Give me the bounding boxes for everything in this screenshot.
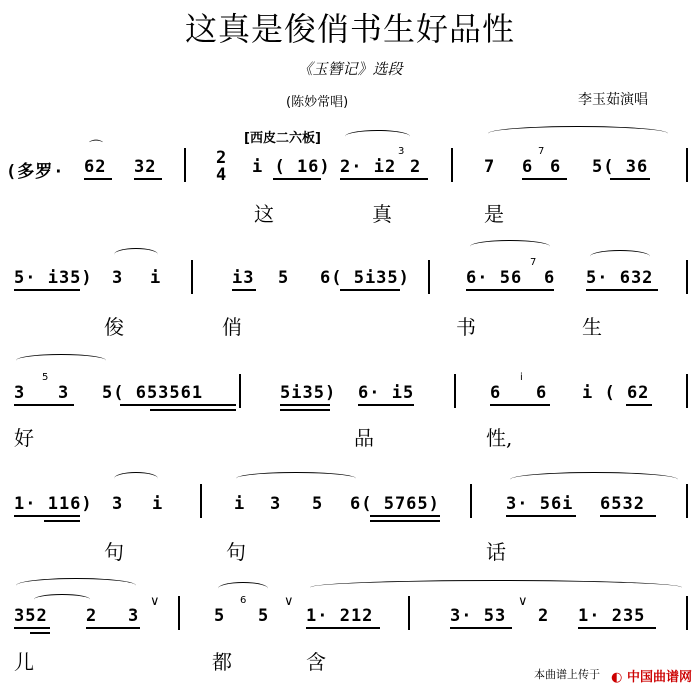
- underline: [490, 404, 550, 406]
- underline: [86, 627, 140, 629]
- upload-note: 本曲谱上传于: [534, 668, 600, 681]
- lyric: 书: [456, 315, 476, 339]
- lyric: 真: [372, 202, 392, 226]
- note-group: 3· 53: [450, 606, 507, 626]
- lyric: 句: [226, 540, 246, 564]
- barline: [200, 484, 202, 518]
- underline: [450, 627, 512, 629]
- slur: [114, 248, 158, 261]
- underline: [340, 289, 400, 291]
- underline: [626, 404, 652, 406]
- note-group: 6: [550, 157, 562, 177]
- barline: [686, 374, 688, 408]
- barline: [178, 596, 180, 630]
- underline: [280, 404, 330, 406]
- ornament: i: [520, 372, 523, 383]
- note-group: 6: [536, 383, 548, 403]
- note-group: 5i35): [280, 383, 337, 403]
- ornament: 5: [42, 372, 49, 383]
- underline: [340, 178, 428, 180]
- underline: [120, 404, 236, 406]
- slur: [34, 594, 90, 605]
- note-group: i: [150, 268, 162, 288]
- note-group: i ( 16): [252, 157, 331, 177]
- slur: [16, 354, 106, 367]
- site-logo[interactable]: [611, 666, 692, 685]
- fermata-mark: ⌒: [89, 140, 103, 156]
- slur: [345, 130, 410, 143]
- underline: [522, 178, 567, 180]
- note-group: 3: [128, 606, 140, 626]
- note-group: 6· 56: [466, 268, 523, 288]
- underline: [506, 515, 576, 517]
- page-subtitle: 《玉簪记》选段: [297, 60, 403, 78]
- barline: [686, 484, 688, 518]
- slur: [590, 250, 650, 263]
- note-group: 3: [112, 268, 124, 288]
- note-group: 3: [270, 494, 282, 514]
- note-group: 6· i5: [358, 383, 415, 403]
- underline: [578, 627, 656, 629]
- note-group: 5· 632: [586, 268, 654, 288]
- breath-mark: ∨: [518, 594, 528, 609]
- underline: [600, 515, 656, 517]
- note-group: 1· 235: [578, 606, 646, 626]
- breath-mark: ∨: [150, 594, 160, 609]
- page-title: 这真是俊俏书生好品性: [184, 10, 515, 48]
- underline: [44, 520, 80, 522]
- note-group: 1· 116): [14, 494, 93, 514]
- note-group: 5· i35): [14, 268, 93, 288]
- underline: [84, 178, 112, 180]
- lyric: 性,: [486, 426, 513, 450]
- note-group: 62: [84, 157, 107, 177]
- slur: [114, 472, 158, 485]
- note-group: 3: [58, 383, 70, 403]
- underline: [150, 409, 236, 411]
- barline: [686, 596, 688, 630]
- underline: [14, 404, 74, 406]
- lyric: 是: [484, 202, 504, 226]
- breath-mark: ∨: [284, 594, 294, 609]
- slur: [236, 472, 356, 485]
- underline: [14, 515, 80, 517]
- slur: [218, 582, 268, 595]
- note-group: i ( 62: [582, 383, 650, 403]
- ornament: 7: [538, 146, 545, 157]
- underline: [306, 627, 380, 629]
- note-group: 6( 5i35): [320, 268, 410, 288]
- ornament: 3: [398, 146, 405, 157]
- time-signature-top: 2: [216, 148, 228, 168]
- note-group: 6: [522, 157, 534, 177]
- note-group: i: [234, 494, 246, 514]
- note-group: 6: [490, 383, 502, 403]
- lyric: 含: [306, 650, 326, 674]
- lyric: 俏: [222, 315, 242, 339]
- lyric: 话: [486, 540, 506, 564]
- slur: [310, 580, 682, 595]
- lyric: 句: [104, 540, 124, 564]
- note-group: 32: [134, 157, 157, 177]
- underline: [14, 289, 80, 291]
- underline: [134, 178, 162, 180]
- underline: [273, 178, 321, 180]
- slur: [470, 240, 550, 253]
- slur: [510, 472, 678, 487]
- note-group: 5: [214, 606, 226, 626]
- note-group: 1· 212: [306, 606, 374, 626]
- lyric: 好: [14, 426, 34, 450]
- note-group: 6: [544, 268, 556, 288]
- underline: [370, 520, 440, 522]
- singer-credit: 李玉茹演唱: [578, 92, 648, 108]
- lyric: 品: [354, 426, 374, 450]
- slur: [16, 578, 136, 593]
- note-group: i: [152, 494, 164, 514]
- site-name: 中国曲谱网: [626, 670, 692, 685]
- ornament: 6: [240, 595, 247, 606]
- note-group: 2· i2: [340, 157, 397, 177]
- underline: [370, 515, 440, 517]
- underline: [280, 409, 330, 411]
- note-group: i3: [232, 268, 255, 288]
- note-group: 6532: [600, 494, 645, 514]
- note-group: 6( 5765): [350, 494, 440, 514]
- barline: [686, 148, 688, 182]
- barline: [470, 484, 472, 518]
- barline: [428, 260, 430, 294]
- underline: [358, 404, 414, 406]
- ornament: 7: [530, 257, 537, 268]
- lyric: 这: [254, 202, 274, 226]
- note-group: 3: [112, 494, 124, 514]
- note-group: 5: [312, 494, 324, 514]
- underline: [14, 627, 50, 629]
- note-group: 5( 653561: [102, 383, 204, 403]
- note-group: 2: [538, 606, 550, 626]
- logo-icon: ◐: [611, 670, 623, 685]
- lyric: 都: [212, 650, 232, 674]
- barline: [191, 260, 193, 294]
- note-group: 5( 36: [592, 157, 649, 177]
- barline: [686, 260, 688, 294]
- underline: [30, 632, 50, 634]
- underline: [466, 289, 554, 291]
- note-group: 3: [14, 383, 26, 403]
- slur: [488, 126, 668, 141]
- underline: [232, 289, 256, 291]
- lyric: 生: [582, 315, 602, 339]
- underline: [586, 289, 658, 291]
- underline: [610, 178, 650, 180]
- barline: [454, 374, 456, 408]
- lyric: 俊: [104, 315, 124, 339]
- note-group: 352: [14, 606, 48, 626]
- barline: [451, 148, 453, 182]
- note-group: 2: [86, 606, 98, 626]
- note-group: 5: [258, 606, 270, 626]
- time-signature-bottom: 4: [216, 165, 228, 185]
- mode-label: [西皮二六板]: [244, 131, 321, 146]
- note-group: 2: [410, 157, 422, 177]
- barline: [184, 148, 186, 182]
- performer-credit: (陈妙常唱): [286, 95, 349, 110]
- barline: [408, 596, 410, 630]
- note-group: 7: [484, 157, 496, 177]
- barline: [239, 374, 241, 408]
- intro-label: (多罗·: [6, 162, 65, 182]
- note-group: 3· 56i: [506, 494, 574, 514]
- lyric: 儿: [14, 650, 34, 674]
- note-group: 5: [278, 268, 290, 288]
